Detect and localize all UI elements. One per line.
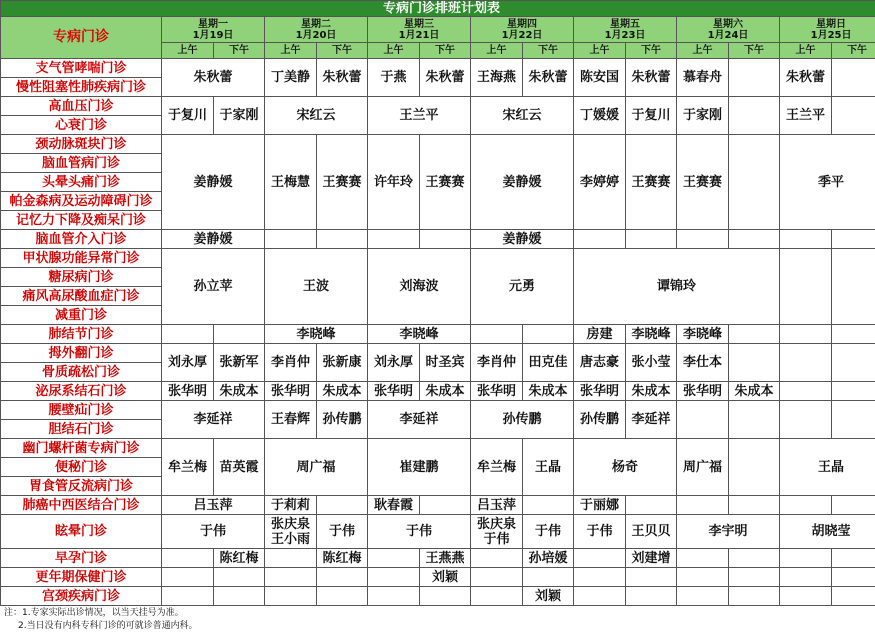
schedule-cell: 朱秋蕾 bbox=[626, 59, 677, 97]
dept-label: 脑血管病门诊 bbox=[1, 154, 162, 173]
schedule-cell: 吕玉萍 bbox=[471, 496, 523, 515]
footnote-1: 注：1.专家实际出诊情况，以当天挂号为准。 bbox=[4, 608, 184, 618]
schedule-cell: 许年玲 bbox=[368, 135, 420, 230]
schedule-cell bbox=[162, 549, 214, 568]
schedule-cell: 宋红云 bbox=[265, 97, 368, 135]
dept-label: 支气管哮喘门诊 bbox=[1, 59, 162, 78]
schedule-cell: 刘颖 bbox=[523, 587, 574, 606]
schedule-cell: 李延祥 bbox=[162, 401, 265, 439]
pm-header: 下午 bbox=[420, 43, 471, 59]
schedule-cell: 王赛赛 bbox=[677, 135, 729, 230]
dept-label: 减重门诊 bbox=[1, 306, 162, 325]
schedule-cell bbox=[265, 568, 317, 587]
schedule-cell bbox=[265, 549, 317, 568]
dept-label: 胃食管反流病门诊 bbox=[1, 477, 162, 496]
schedule-cell: 王兰平 bbox=[780, 97, 832, 135]
schedule-cell bbox=[832, 549, 875, 568]
schedule-cell bbox=[729, 549, 780, 568]
schedule-cell: 朱秋蕾 bbox=[523, 59, 574, 97]
schedule-cell bbox=[780, 382, 832, 401]
schedule-cell: 丁媛媛 bbox=[574, 97, 626, 135]
footnote-2: 2.当日没有内科专科门诊的可就诊普通内科。 bbox=[18, 621, 198, 631]
schedule-cell: 张华明 bbox=[368, 382, 420, 401]
schedule-cell: 周广福 bbox=[677, 439, 729, 496]
schedule-cell: 刘建增 bbox=[626, 549, 677, 568]
schedule-cell: 王海燕 bbox=[471, 59, 523, 97]
schedule-cell: 李延祥 bbox=[626, 401, 677, 439]
schedule-cell: 牟兰梅 bbox=[162, 439, 214, 496]
schedule-cell: 李延祥 bbox=[368, 401, 471, 439]
schedule-cell: 于复川 bbox=[162, 97, 214, 135]
schedule-cell bbox=[574, 568, 626, 587]
schedule-cell bbox=[780, 568, 832, 587]
schedule-cell bbox=[832, 325, 875, 344]
dept-label: 眩晕门诊 bbox=[1, 515, 162, 549]
day-header: 星期四 1月22日 bbox=[471, 17, 574, 43]
pm-header: 下午 bbox=[832, 43, 875, 59]
schedule-cell: 陈红梅 bbox=[317, 549, 368, 568]
schedule-cell: 朱成本 bbox=[523, 382, 574, 401]
schedule-cell bbox=[265, 587, 317, 606]
schedule-cell: 于莉莉 bbox=[265, 496, 317, 515]
schedule-cell bbox=[780, 344, 832, 382]
schedule-cell: 于家刚 bbox=[214, 97, 265, 135]
day-header: 星期五 1月23日 bbox=[574, 17, 677, 43]
am-header: 上午 bbox=[574, 43, 626, 59]
dept-label: 慢性阻塞性肺疾病门诊 bbox=[1, 78, 162, 97]
pm-header: 下午 bbox=[317, 43, 368, 59]
schedule-cell bbox=[317, 587, 368, 606]
schedule-cell: 崔建鹏 bbox=[368, 439, 471, 496]
schedule-cell: 李肖仲 bbox=[471, 344, 523, 382]
schedule-cell: 苗英霞 bbox=[214, 439, 265, 496]
schedule-cell bbox=[317, 230, 368, 249]
schedule-cell bbox=[626, 587, 677, 606]
pm-header: 下午 bbox=[626, 43, 677, 59]
dept-label: 帕金森病及运动障碍门诊 bbox=[1, 192, 162, 211]
am-header: 上午 bbox=[471, 43, 523, 59]
schedule-cell bbox=[729, 97, 780, 135]
schedule-cell: 王赛赛 bbox=[420, 135, 471, 230]
schedule-cell: 张华明 bbox=[574, 382, 626, 401]
schedule-cell: 谭锦玲 bbox=[574, 249, 780, 325]
schedule-cell bbox=[832, 230, 875, 249]
footnotes bbox=[4, 607, 198, 633]
schedule-cell bbox=[780, 587, 832, 606]
schedule-cell: 丁美静 bbox=[265, 59, 317, 97]
schedule-cell bbox=[729, 344, 780, 382]
schedule-cell: 朱秋蕾 bbox=[317, 59, 368, 97]
schedule-cell bbox=[780, 549, 832, 568]
schedule-cell: 朱秋蕾 bbox=[420, 59, 471, 97]
schedule-cell bbox=[780, 230, 832, 249]
schedule-cell bbox=[729, 325, 780, 344]
schedule-cell: 王兰平 bbox=[368, 97, 471, 135]
schedule-cell: 张小莹 bbox=[626, 344, 677, 382]
schedule-cell bbox=[677, 568, 729, 587]
schedule-cell bbox=[317, 568, 368, 587]
schedule-cell bbox=[677, 549, 729, 568]
page-title: 专病门诊排班计划表 bbox=[1, 1, 875, 17]
day-header: 星期日 1月25日 bbox=[780, 17, 875, 43]
schedule-cell: 张华明 bbox=[265, 382, 317, 401]
schedule-cell: 于伟 bbox=[523, 515, 574, 549]
schedule-cell bbox=[677, 401, 729, 439]
schedule-cell: 刘海波 bbox=[368, 249, 471, 325]
schedule-cell: 杨奇 bbox=[574, 439, 677, 496]
schedule-cell: 于燕 bbox=[368, 59, 420, 97]
dept-label: 痛风高尿酸血症门诊 bbox=[1, 287, 162, 306]
schedule-cell: 张庆泉 于伟 bbox=[471, 515, 523, 549]
schedule-cell: 张庆泉 王小雨 bbox=[265, 515, 317, 549]
pm-header: 下午 bbox=[729, 43, 780, 59]
schedule-cell: 王晶 bbox=[780, 439, 875, 496]
pm-header: 下午 bbox=[523, 43, 574, 59]
schedule-cell: 陈安国 bbox=[574, 59, 626, 97]
schedule-cell: 于伟 bbox=[162, 515, 265, 549]
schedule-cell: 刘颖 bbox=[420, 568, 471, 587]
schedule-cell bbox=[832, 382, 875, 401]
schedule-cell bbox=[832, 496, 875, 515]
am-header: 上午 bbox=[368, 43, 420, 59]
schedule-cell: 于复川 bbox=[626, 97, 677, 135]
schedule-cell bbox=[729, 439, 780, 496]
schedule-cell: 朱成本 bbox=[317, 382, 368, 401]
schedule-cell: 朱秋蕾 bbox=[780, 59, 832, 97]
dept-label: 泌尿系结石门诊 bbox=[1, 382, 162, 401]
dept-label: 便秘门诊 bbox=[1, 458, 162, 477]
schedule-cell: 孙传鹏 bbox=[574, 401, 626, 439]
schedule-cell bbox=[832, 344, 875, 382]
dept-label: 骨质疏松门诊 bbox=[1, 363, 162, 382]
schedule-cell: 孙传鹏 bbox=[317, 401, 368, 439]
dept-label: 宫颈疾病门诊 bbox=[1, 587, 162, 606]
schedule-cell: 王春辉 bbox=[265, 401, 317, 439]
schedule-cell bbox=[729, 568, 780, 587]
schedule-cell: 王晶 bbox=[523, 439, 574, 496]
schedule-cell: 李晓峰 bbox=[677, 325, 729, 344]
schedule-cell bbox=[368, 549, 420, 568]
schedule-cell: 胡晓莹 bbox=[780, 515, 875, 549]
schedule-cell bbox=[523, 568, 574, 587]
schedule-cell: 宋红云 bbox=[471, 97, 574, 135]
schedule-cell: 于伟 bbox=[368, 515, 471, 549]
schedule-cell: 朱成本 bbox=[214, 382, 265, 401]
schedule-cell: 张华明 bbox=[677, 382, 729, 401]
schedule-cell: 周广福 bbox=[265, 439, 368, 496]
schedule-cell bbox=[162, 325, 214, 344]
schedule-cell bbox=[677, 230, 729, 249]
schedule-cell bbox=[214, 568, 265, 587]
schedule-cell bbox=[368, 568, 420, 587]
dept-label: 甲状腺功能异常门诊 bbox=[1, 249, 162, 268]
dept-label: 记忆力下降及痴呆门诊 bbox=[1, 211, 162, 230]
schedule-cell bbox=[523, 325, 574, 344]
am-header: 上午 bbox=[780, 43, 832, 59]
schedule-cell: 季平 bbox=[780, 135, 875, 230]
schedule-cell: 张华明 bbox=[471, 382, 523, 401]
schedule-cell: 孙培媛 bbox=[523, 549, 574, 568]
schedule-cell: 王燕燕 bbox=[420, 549, 471, 568]
schedule-cell bbox=[368, 587, 420, 606]
schedule-cell: 于家刚 bbox=[677, 97, 729, 135]
schedule-cell: 耿春霞 bbox=[368, 496, 420, 515]
schedule-cell bbox=[729, 135, 780, 230]
schedule-cell bbox=[832, 97, 875, 135]
schedule-cell bbox=[162, 587, 214, 606]
schedule-cell: 李晓峰 bbox=[368, 325, 471, 344]
schedule-cell bbox=[471, 325, 523, 344]
schedule-cell bbox=[420, 230, 471, 249]
schedule-cell: 张新军 bbox=[214, 344, 265, 382]
schedule-cell bbox=[832, 59, 875, 97]
corner-header: 专病门诊 bbox=[1, 17, 162, 59]
schedule-cell bbox=[780, 249, 832, 325]
schedule-cell: 吕玉萍 bbox=[162, 496, 265, 515]
schedule-cell: 王梅慧 bbox=[265, 135, 317, 230]
schedule-cell bbox=[832, 568, 875, 587]
schedule-cell: 姜静媛 bbox=[162, 230, 265, 249]
schedule-cell bbox=[729, 401, 780, 439]
schedule-cell: 王贝贝 bbox=[626, 515, 677, 549]
schedule-cell: 李晓峰 bbox=[626, 325, 677, 344]
schedule-cell: 李肖仲 bbox=[265, 344, 317, 382]
schedule-cell bbox=[265, 230, 317, 249]
schedule-cell: 孙立苹 bbox=[162, 249, 265, 325]
dept-label: 心衰门诊 bbox=[1, 116, 162, 135]
schedule-cell: 朱成本 bbox=[626, 382, 677, 401]
schedule-cell: 张华明 bbox=[162, 382, 214, 401]
schedule-cell bbox=[677, 496, 729, 515]
day-header: 星期三 1月21日 bbox=[368, 17, 471, 43]
schedule-cell: 刘永厚 bbox=[368, 344, 420, 382]
schedule-cell: 唐志豪 bbox=[574, 344, 626, 382]
day-header: 星期一 1月19日 bbox=[162, 17, 265, 43]
schedule-cell bbox=[574, 230, 626, 249]
schedule-cell bbox=[523, 496, 574, 515]
dept-label: 头晕头痛门诊 bbox=[1, 173, 162, 192]
schedule-cell bbox=[832, 401, 875, 439]
schedule-cell: 李晓峰 bbox=[265, 325, 368, 344]
schedule-cell bbox=[626, 230, 677, 249]
pm-header: 下午 bbox=[214, 43, 265, 59]
dept-label: 肺癌中西医结合门诊 bbox=[1, 496, 162, 515]
schedule-cell bbox=[214, 587, 265, 606]
dept-label: 糖尿病门诊 bbox=[1, 268, 162, 287]
schedule-cell: 朱成本 bbox=[420, 382, 471, 401]
day-header: 星期二 1月20日 bbox=[265, 17, 368, 43]
schedule-cell bbox=[832, 249, 875, 325]
schedule-cell: 王赛赛 bbox=[626, 135, 677, 230]
dept-label: 拇外翻门诊 bbox=[1, 344, 162, 363]
schedule-cell: 元勇 bbox=[471, 249, 574, 325]
dept-label: 早孕门诊 bbox=[1, 549, 162, 568]
am-header: 上午 bbox=[162, 43, 214, 59]
schedule-cell: 陈红梅 bbox=[214, 549, 265, 568]
schedule-cell: 于丽娜 bbox=[574, 496, 626, 515]
schedule-cell: 慕春舟 bbox=[677, 59, 729, 97]
dept-label: 高血压门诊 bbox=[1, 97, 162, 116]
schedule-cell bbox=[626, 496, 677, 515]
schedule-cell bbox=[780, 325, 832, 344]
am-header: 上午 bbox=[265, 43, 317, 59]
dept-label: 腰壁疝门诊 bbox=[1, 401, 162, 420]
schedule-cell: 牟兰梅 bbox=[471, 439, 523, 496]
schedule-cell bbox=[471, 568, 523, 587]
schedule-cell: 朱秋蕾 bbox=[162, 59, 265, 97]
schedule-cell bbox=[832, 587, 875, 606]
schedule-cell bbox=[214, 325, 265, 344]
schedule-cell bbox=[780, 401, 832, 439]
schedule-cell bbox=[574, 549, 626, 568]
schedule-cell: 刘永厚 bbox=[162, 344, 214, 382]
schedule-cell: 姜静媛 bbox=[162, 135, 265, 230]
schedule-cell bbox=[729, 230, 780, 249]
schedule-cell: 孙传鹏 bbox=[471, 401, 574, 439]
schedule-cell bbox=[471, 587, 523, 606]
day-header: 星期六 1月24日 bbox=[677, 17, 780, 43]
schedule-cell bbox=[780, 496, 832, 515]
schedule-cell: 王波 bbox=[265, 249, 368, 325]
schedule-cell bbox=[574, 587, 626, 606]
schedule-cell bbox=[162, 568, 214, 587]
schedule-cell: 田克佳 bbox=[523, 344, 574, 382]
schedule-cell bbox=[677, 587, 729, 606]
dept-label: 更年期保健门诊 bbox=[1, 568, 162, 587]
schedule-cell: 李婷婷 bbox=[574, 135, 626, 230]
schedule-cell bbox=[729, 59, 780, 97]
schedule-cell: 李仕本 bbox=[677, 344, 729, 382]
schedule-cell bbox=[420, 587, 471, 606]
schedule-cell: 李宇明 bbox=[677, 515, 780, 549]
am-header: 上午 bbox=[677, 43, 729, 59]
schedule-cell bbox=[317, 496, 368, 515]
schedule-cell: 于伟 bbox=[574, 515, 626, 549]
schedule-cell: 姜静媛 bbox=[471, 230, 574, 249]
dept-label: 颈动脉斑块门诊 bbox=[1, 135, 162, 154]
schedule-cell: 于伟 bbox=[317, 515, 368, 549]
schedule-cell: 朱成本 bbox=[729, 382, 780, 401]
schedule-cell bbox=[368, 230, 420, 249]
schedule-cell bbox=[729, 587, 780, 606]
schedule-cell: 房建 bbox=[574, 325, 626, 344]
schedule-cell bbox=[471, 549, 523, 568]
dept-label: 脑血管介入门诊 bbox=[1, 230, 162, 249]
schedule-cell bbox=[729, 496, 780, 515]
dept-label: 幽门螺杆菌专病门诊 bbox=[1, 439, 162, 458]
dept-label: 胆结石门诊 bbox=[1, 420, 162, 439]
schedule-cell: 姜静媛 bbox=[471, 135, 574, 230]
dept-label: 肺结节门诊 bbox=[1, 325, 162, 344]
schedule-cell: 时圣宾 bbox=[420, 344, 471, 382]
schedule-cell: 王赛赛 bbox=[317, 135, 368, 230]
schedule-cell: 张新康 bbox=[317, 344, 368, 382]
schedule-cell bbox=[626, 568, 677, 587]
schedule-cell bbox=[420, 496, 471, 515]
